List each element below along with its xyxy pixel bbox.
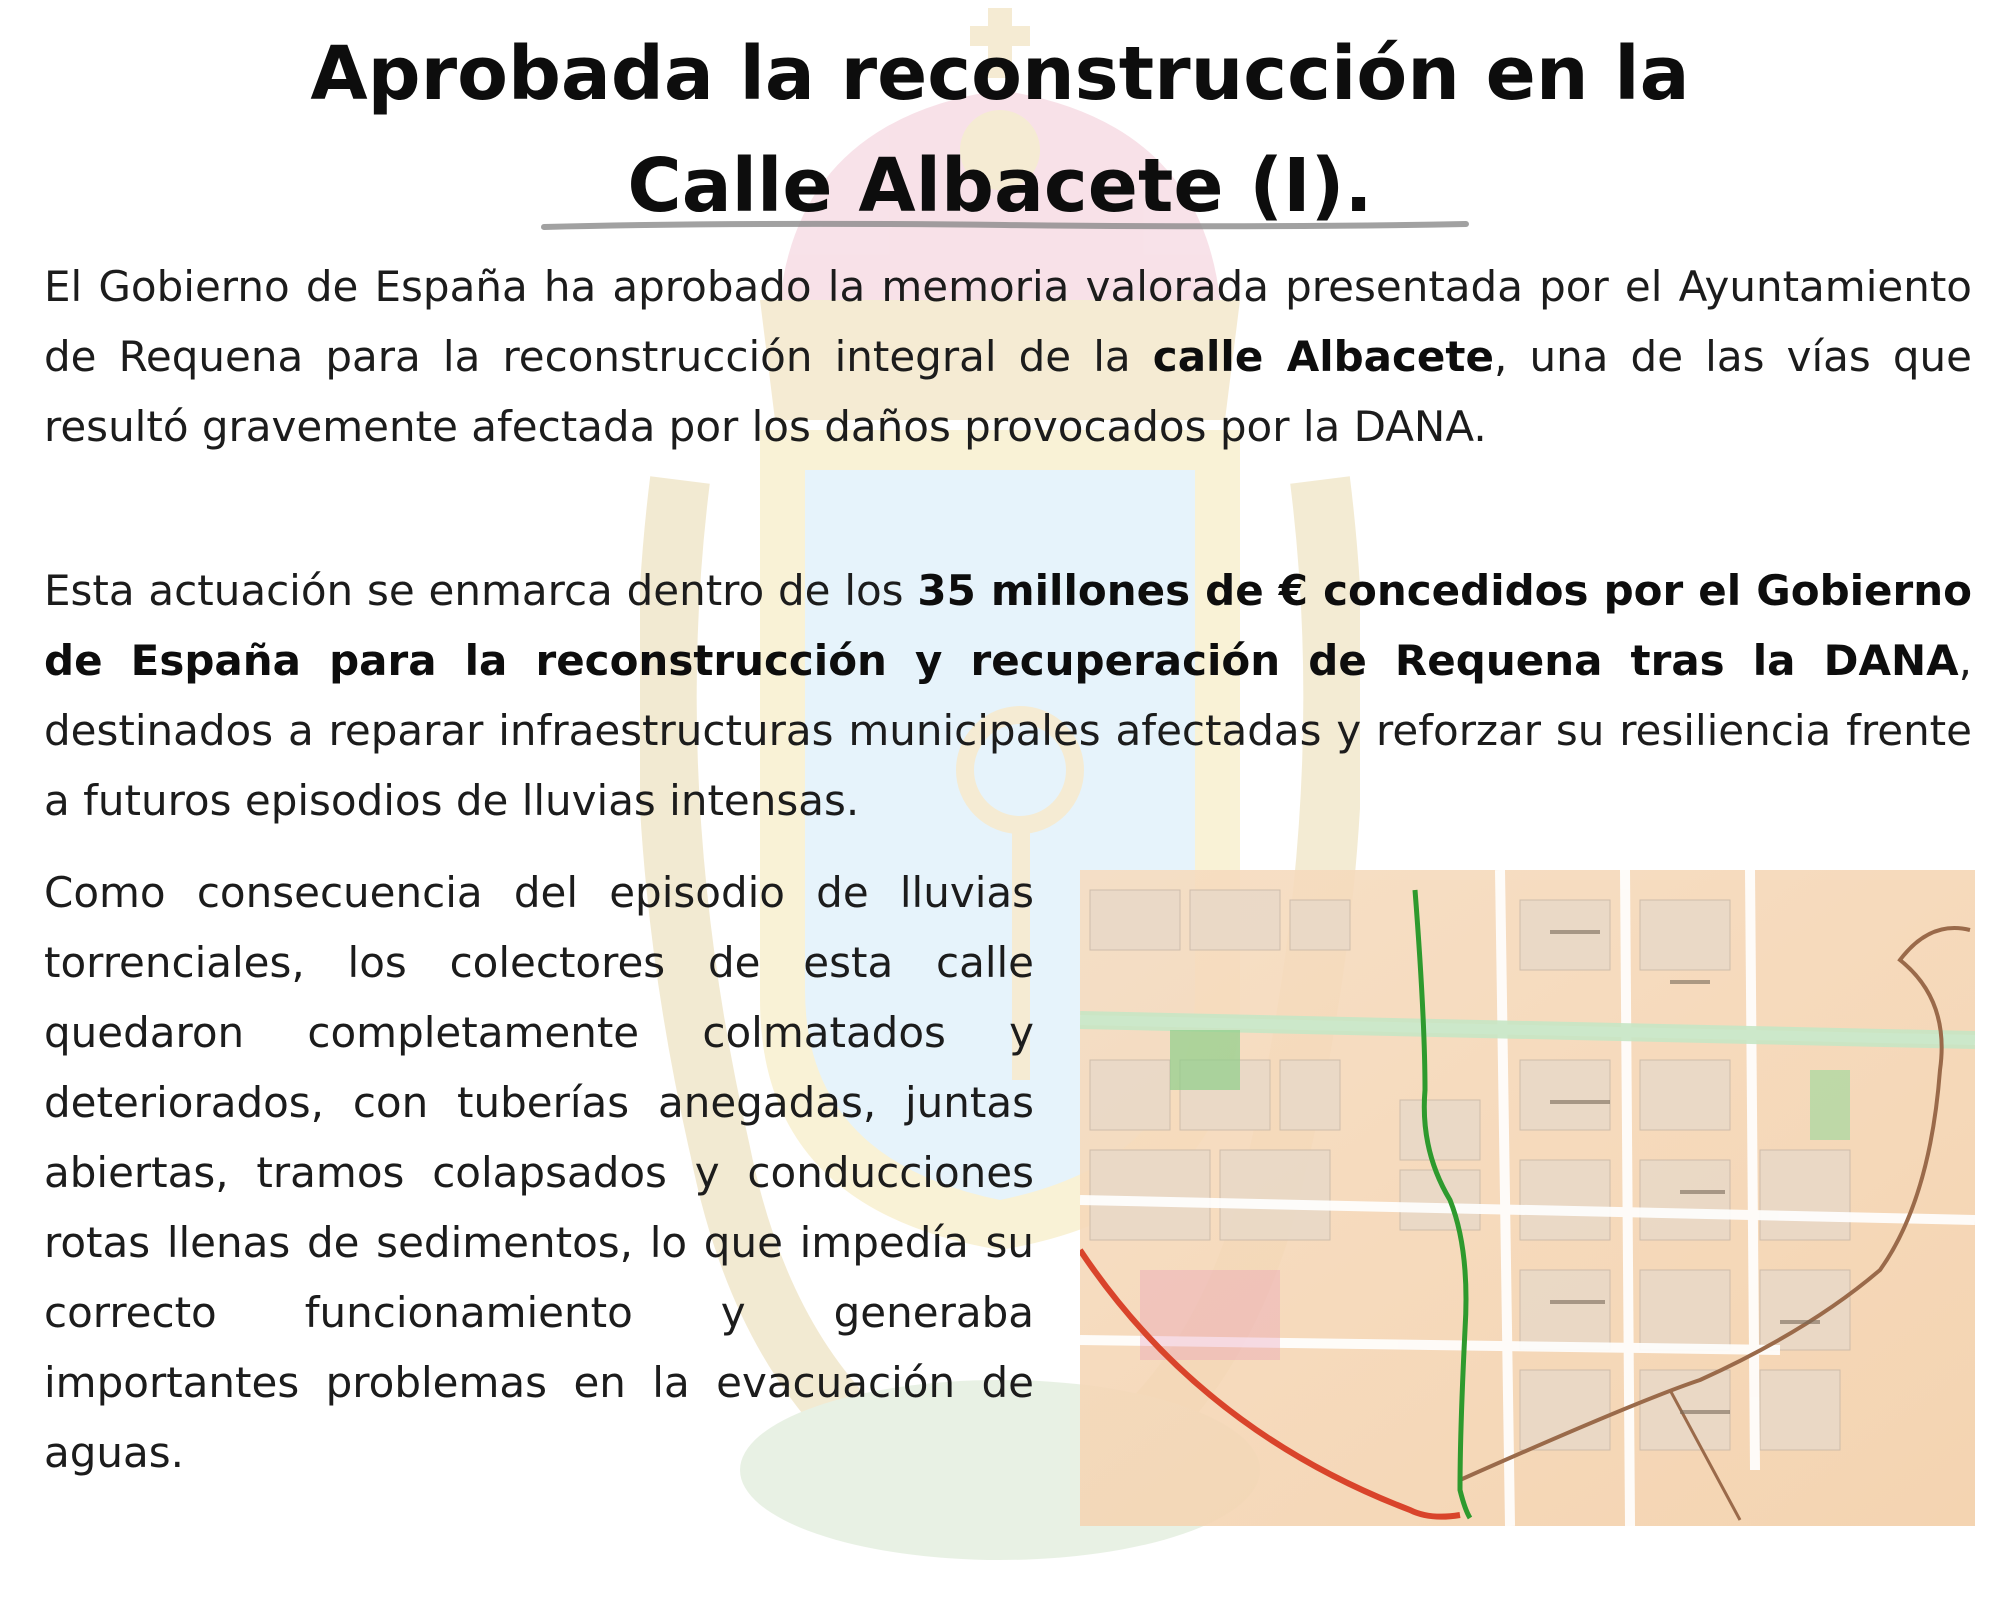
paragraph-2 bbox=[44, 556, 1972, 836]
paragraph-2-bold: 35 millones de € concedidos por el Gobierno de España para la reconstrucción y recuperación de Requena tras la DANA bbox=[44, 566, 1972, 685]
paragraph-1-text-before: El Gobierno de España ha aprobado la memoria valorada presentada por el Ayuntamiento de Requena para la reconstrucción integral de la bbox=[44, 262, 1972, 381]
paragraph-2-text-before: Esta actuación se enmarca dentro de los bbox=[44, 566, 918, 615]
paragraph-1-bold: calle Albacete bbox=[1152, 332, 1494, 381]
map-park bbox=[1170, 1030, 1240, 1090]
paragraph-3: Como consecuencia del episodio de lluvias torrenciales, los colectores de esta calle quedaron completamente colmatados y deteriorados, con tuberías anegadas, juntas abiertas, tramos colapsados y conducciones rotas llenas de sedimentos, lo que impedía su correcto funcionamiento y generaba importantes problemas en la evacuación de aguas. bbox=[44, 868, 1034, 1477]
paragraph-1-text-after: , una de las vías que resultó gravemente afectada por los daños provocados por la DANA. bbox=[44, 332, 1972, 451]
map-park bbox=[1810, 1070, 1850, 1140]
title-line-2: Calle Albacete (I). bbox=[627, 143, 1373, 229]
title-line-1: Aprobada la reconstrucción en la bbox=[310, 31, 1690, 117]
paragraph-2-text-after: , destinados a reparar infraestructuras municipales afectadas y reforzar su resiliencia frente a futuros episodios de lluvias intensas. bbox=[44, 636, 1972, 825]
paragraph-1 bbox=[44, 252, 1972, 462]
street-map bbox=[1080, 870, 1975, 1526]
page-title bbox=[0, 18, 2000, 242]
title-underline bbox=[540, 218, 1470, 234]
